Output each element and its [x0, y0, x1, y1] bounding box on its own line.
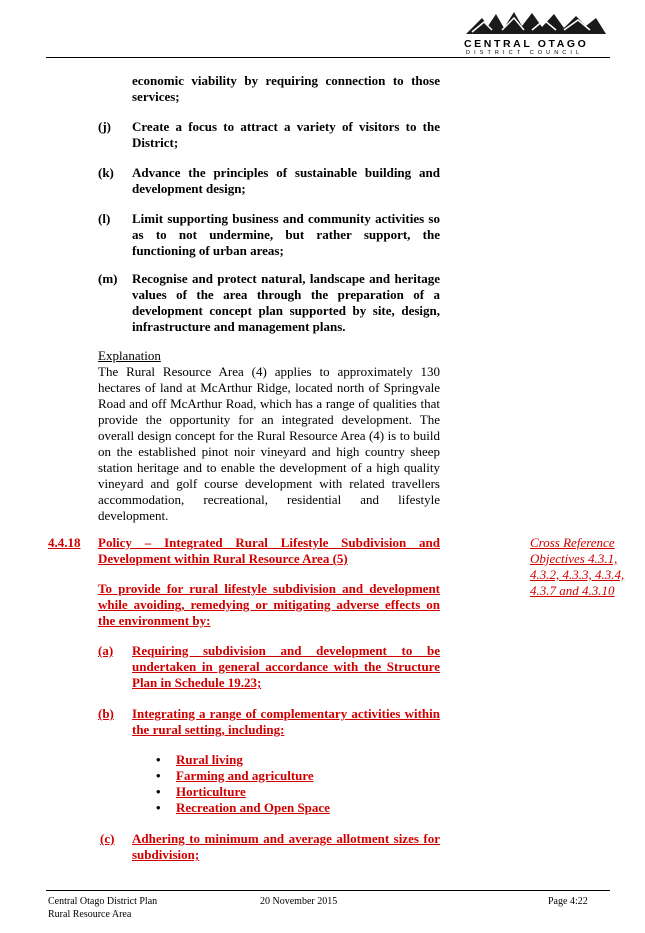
footer-page-number: Page 4:22 [548, 896, 588, 907]
item-text: Integrating a range of complementary activities within the rural setting, including: [132, 706, 440, 737]
explanation-heading: Explanation [98, 348, 161, 363]
cross-reference-objectives: 4.3.7 and 4.3.10 [530, 583, 615, 598]
council-logo [462, 8, 610, 56]
logo-subtitle: DISTRICT COUNCIL [466, 50, 584, 56]
bullet-text: Farming and agriculture [176, 768, 314, 783]
bullet-text: Rural living [176, 752, 243, 767]
logo-title: CENTRAL OTAGO [464, 38, 589, 50]
bullet-text: Recreation and Open Space [176, 800, 330, 815]
item-label: (c) [100, 831, 115, 846]
footer-rule [46, 890, 610, 891]
bullet-icon: • [156, 800, 161, 815]
bullet-icon: • [156, 752, 161, 767]
policy-intro: To provide for rural lifestyle subdivision and development while avoiding, remedying or mitigating adverse effects on the environment by: [98, 581, 440, 628]
footer-date: 20 November 2015 [260, 896, 338, 907]
cross-reference-objectives: Objectives 4.3.1, [530, 551, 618, 566]
header-rule [46, 57, 610, 58]
item-text: Requiring subdivision and development to be undertaken in general accordance with the Structure Plan in Schedule 19.23; [132, 643, 440, 690]
cross-reference-heading: Cross Reference [530, 535, 615, 550]
item-label: (b) [98, 706, 114, 721]
explanation-body: The Rural Resource Area (4) applies to approximately 130 hectares of land at McArthur Ridge, located north of Springvale Road and off McArthur Road, which has a range of qualities that provide the opportunity for an integrated development. The overall design concept for the Rural Resource Area (4) is to build on the established pinot noir vineyard and high country sheep station heritage and to enable the development of a high quality vineyard and golf course development with related travellers accommodation, recreational, residential and lifestyle development. [98, 364, 440, 523]
bullet-text: Horticulture [176, 784, 246, 799]
policy-title: Policy – Integrated Rural Lifestyle Subdivision and Development within Rural Resource Area (5) [98, 535, 440, 566]
mountain-logo-icon [462, 8, 610, 36]
policy-number: 4.4.18 [48, 535, 81, 550]
cross-reference-objectives: 4.3.2, 4.3.3, 4.3.4, [530, 567, 625, 582]
item-label: (a) [98, 643, 114, 658]
item-label: (l) [98, 211, 111, 226]
item-label: (m) [98, 271, 118, 286]
item-label: (j) [98, 119, 111, 134]
continuation-text: economic viability by requiring connection to those services; [132, 73, 440, 104]
bullet-icon: • [156, 784, 161, 799]
item-text: Limit supporting business and community activities so as to not undermine, but rather support, the functioning of urban areas; [132, 211, 440, 258]
footer-section: Rural Resource Area [48, 909, 132, 920]
item-text: Create a focus to attract a variety of visitors to the District; [132, 119, 440, 150]
item-text: Adhering to minimum and average allotment sizes for subdivision; [132, 831, 440, 862]
item-text: Recognise and protect natural, landscape and heritage values of the area through the preparation of a development concept plan supported by site, design, infrastructure and management plans. [132, 271, 440, 334]
item-label: (k) [98, 165, 114, 180]
item-text: Advance the principles of sustainable building and development design; [132, 165, 440, 196]
footer-doc-title: Central Otago District Plan [48, 896, 158, 907]
bullet-icon: • [156, 768, 161, 783]
cross-reference [530, 535, 624, 599]
